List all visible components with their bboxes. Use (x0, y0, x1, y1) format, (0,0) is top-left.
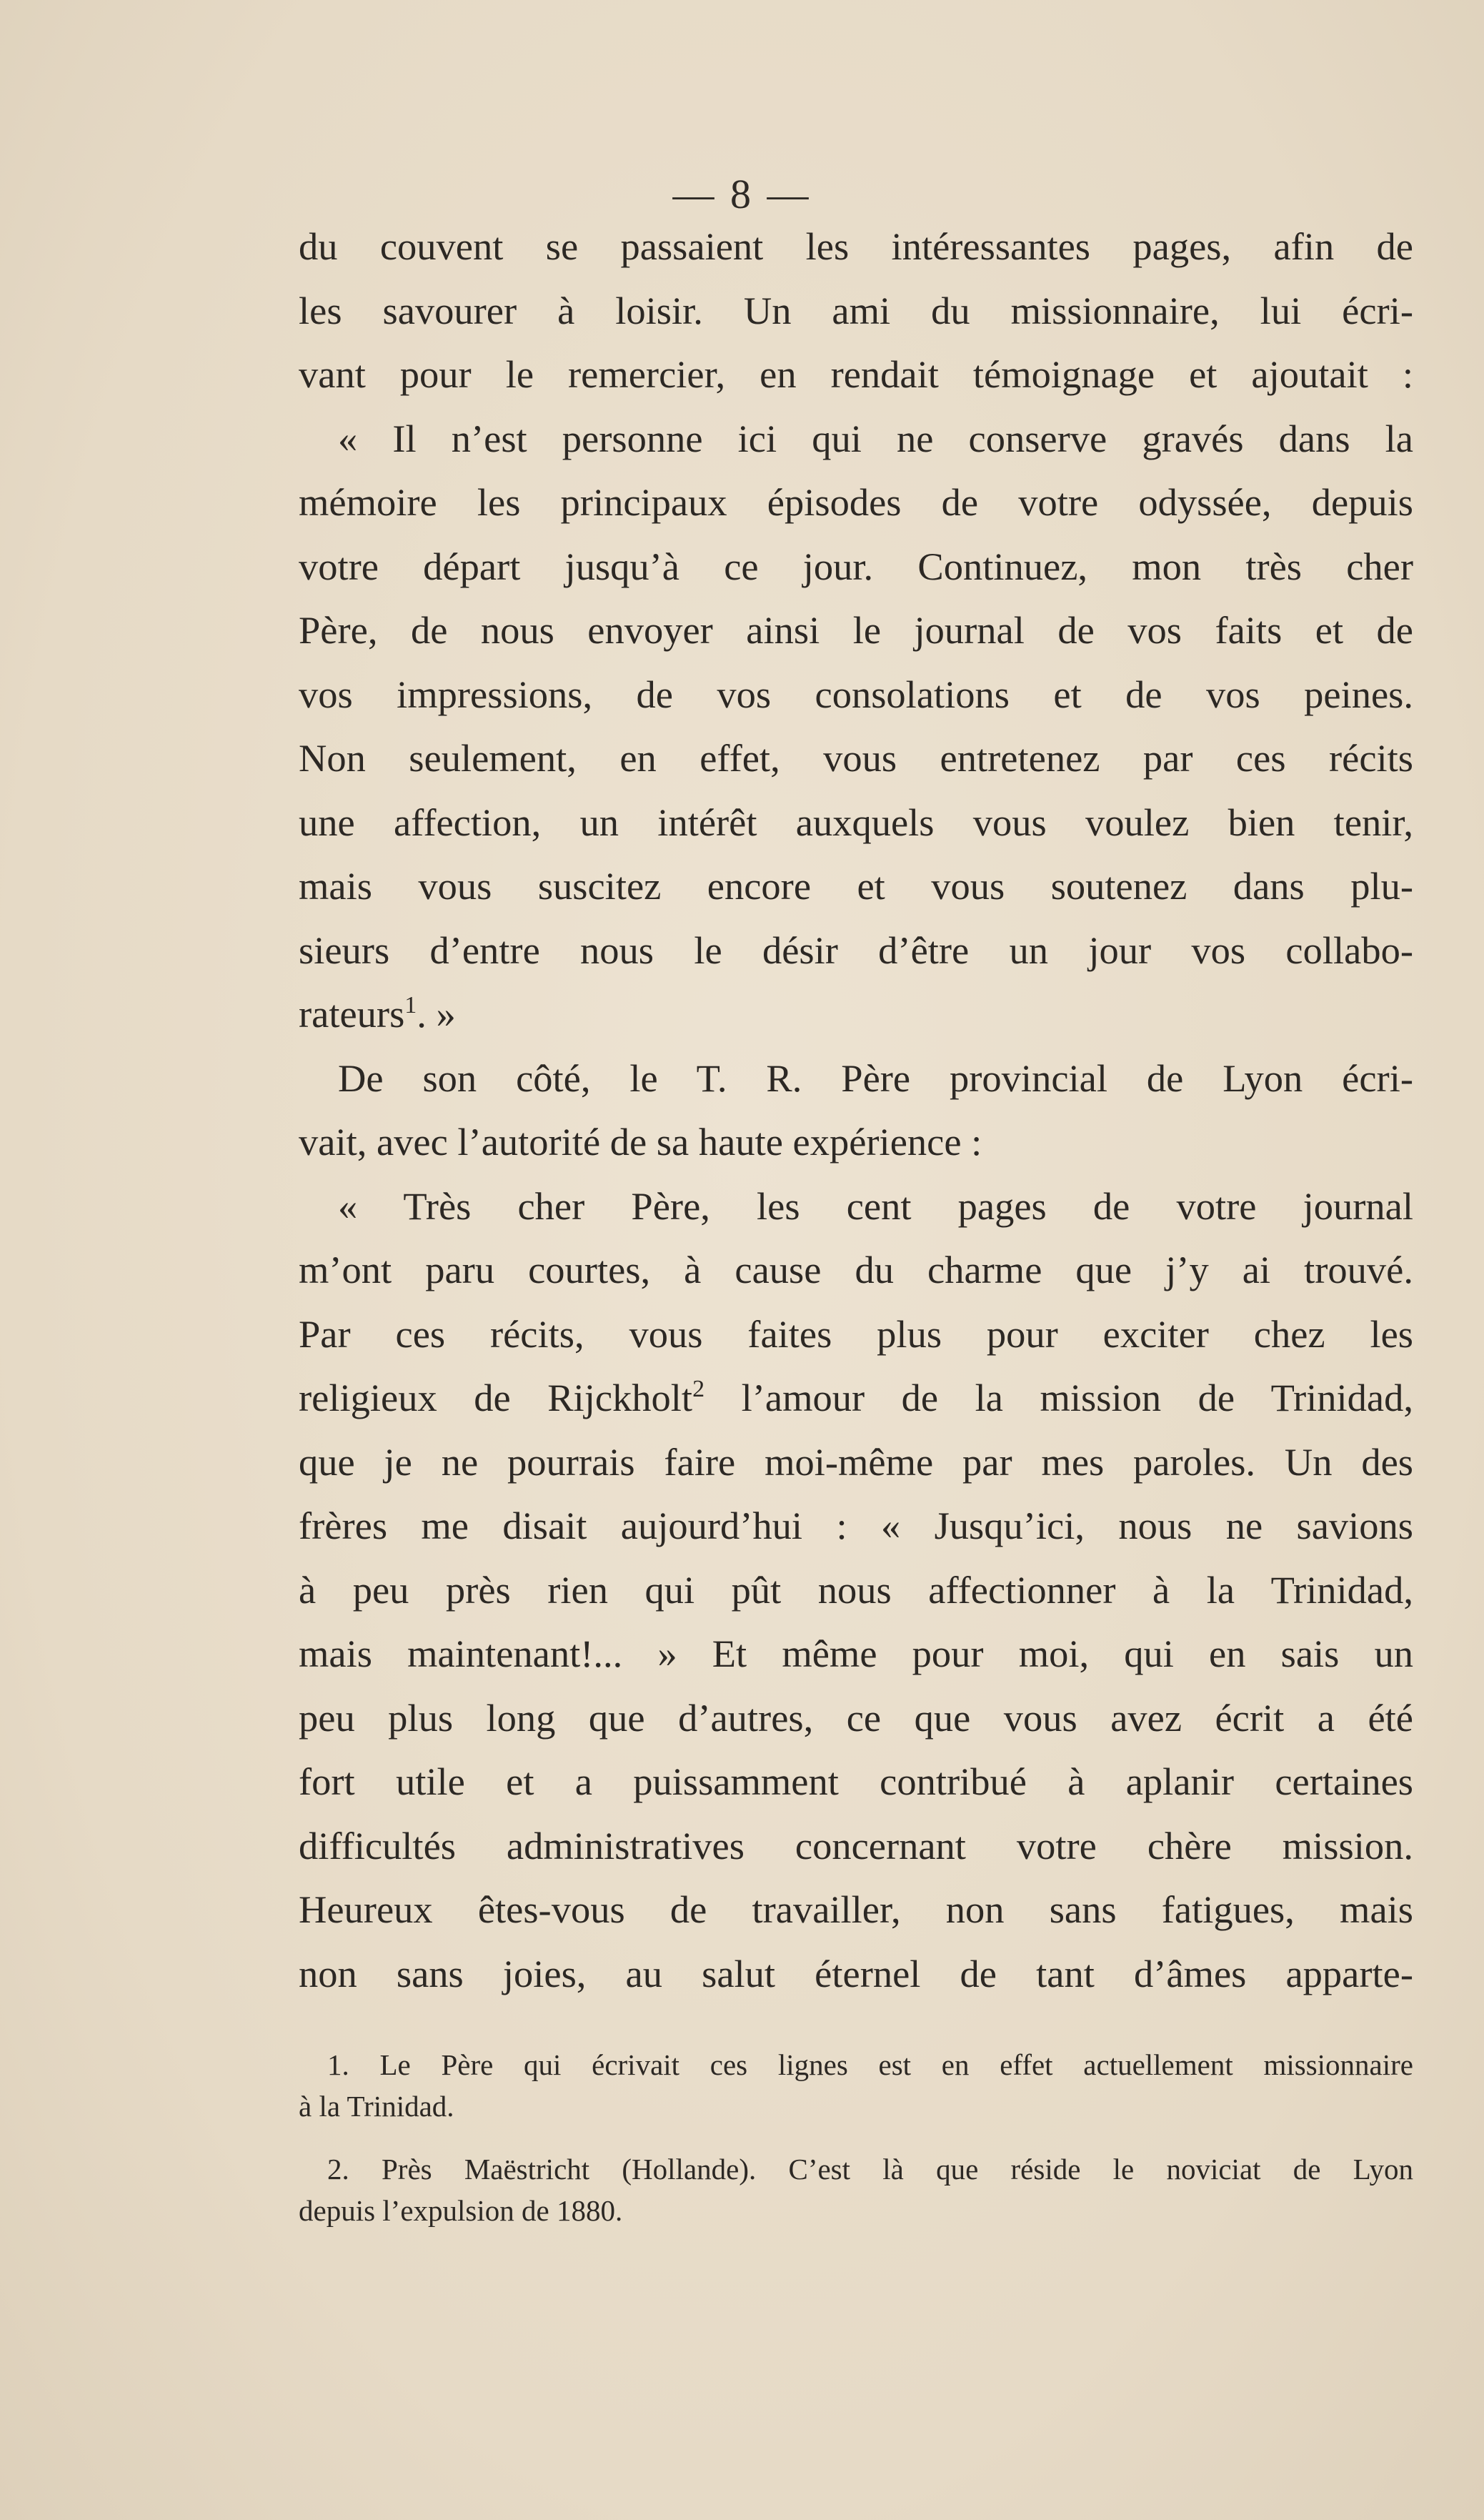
footnotes (299, 2044, 1413, 2231)
footnote-ref-1[interactable]: 1 (404, 992, 417, 1018)
footnote-ref-2[interactable]: 2 (692, 1376, 705, 1402)
text-fragment: rateurs (299, 992, 405, 1036)
text-line: difficultés administratives concernant votre chère mission. (299, 1823, 1413, 1867)
text-fragment: . » (417, 992, 456, 1036)
text-line: fort utile et a puissamment contribué à aplanir certaines (299, 1760, 1413, 1803)
text-line: du couvent se passaient les intéressantes pages, afin de (299, 224, 1413, 268)
text-line: mais vous suscitez encore et vous soutenez dans plu- (299, 864, 1413, 908)
text-line: peu plus long que d’autres, ce que vous avez écrit a été (299, 1695, 1413, 1740)
text-line: Père, de nous envoyer ainsi le journal de vos faits et de (299, 608, 1413, 652)
footnote-2-line: 2. Près Maëstricht (Hollande). C’est là que réside le noviciat de Lyon (327, 2153, 1413, 2186)
footnote-1-line: 1. Le Père qui écrivait ces lignes est en effet actuellement missionnaire (327, 2048, 1413, 2081)
footnote-1-line: à la Trinidad. (299, 2090, 454, 2123)
text-fragment: religieux de Rijckholt (299, 1376, 693, 1419)
text-line: vait, avec l’autorité de sa haute expérience : (299, 1120, 982, 1164)
text-line: non sans joies, au salut éternel de tant d’âmes apparte- (299, 1951, 1413, 1995)
text-line: frères me disait aujourd’hui : « Jusqu’ici, nous ne savions (299, 1504, 1413, 1547)
text-line: votre départ jusqu’à ce jour. Continuez, mon très cher (299, 544, 1413, 588)
text-line (299, 982, 1413, 1046)
text-line: que je ne pourrais faire moi-même par mes paroles. Un des (299, 1439, 1413, 1484)
text-line: De son côté, le T. R. Père provincial de Lyon écri- (338, 1056, 1413, 1100)
text-line: mais maintenant!... » Et même pour moi, qui en sais un (299, 1632, 1413, 1675)
text-line: mémoire les principaux épisodes de votre odyssée, depuis (299, 480, 1413, 524)
text-line: Heureux êtes-vous de travailler, non sans fatigues, mais (299, 1887, 1413, 1931)
text-line: les savourer à loisir. Un ami du missionnaire, lui écri- (299, 288, 1413, 332)
page-number: — 8 — (672, 171, 812, 217)
text-line: vant pour le remercier, en rendait témoignage et ajoutait : (299, 352, 1413, 396)
text-fragment: l’amour de la mission de Trinidad, (704, 1376, 1413, 1419)
text-line: sieurs d’entre nous le désir d’être un jour vos collabo- (299, 928, 1413, 972)
body-text (299, 214, 1413, 2005)
footnote-spacer (299, 2127, 1413, 2148)
text-line: « Très cher Père, les cent pages de votre journal (338, 1184, 1413, 1228)
text-line: Non seulement, en effet, vous entretenez par ces récits (299, 736, 1413, 780)
text-line: Par ces récits, vous faites plus pour exciter chez les (299, 1311, 1413, 1356)
text-line (299, 1366, 1413, 1430)
text-line: une affection, un intérêt auxquels vous voulez bien tenir, (299, 800, 1413, 844)
text-line: m’ont paru courtes, à cause du charme que j’y ai trouvé. (299, 1248, 1413, 1291)
text-line: vos impressions, de vos consolations et de vos peines. (299, 672, 1413, 716)
footnote-2-line: depuis l’expulsion de 1880. (299, 2194, 623, 2227)
text-line: « Il n’est personne ici qui ne conserve gravés dans la (338, 416, 1413, 460)
text-line: à peu près rien qui pût nous affectionner à la Trinidad, (299, 1567, 1413, 1612)
